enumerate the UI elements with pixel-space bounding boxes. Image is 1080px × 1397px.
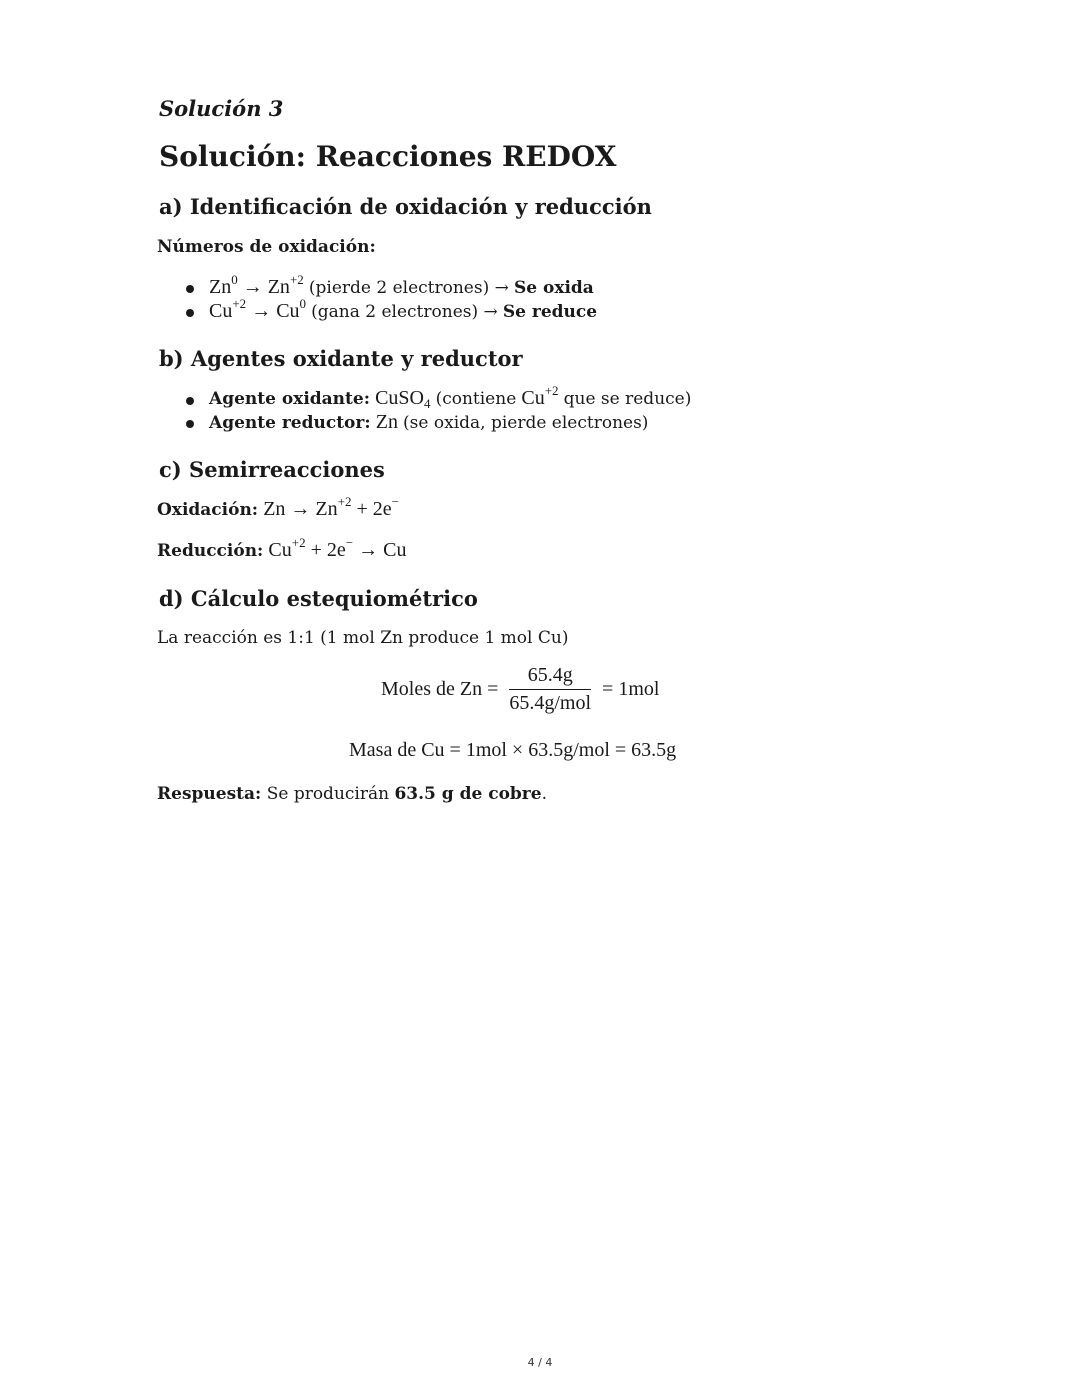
bullet-icon	[186, 309, 194, 317]
moles-equation: Moles de Zn = $\frac{65.4g}{\text{65.4g/mol}}$ = 1mol	[381, 664, 660, 714]
list-item-cu: $Cu^{+2} \to Cu^0$ (gana 2 electrones) → Se reduce	[209, 296, 598, 322]
fraction: $\frac{65.4g}{\text{65.4g/mol}}$	[509, 664, 592, 714]
section-d-heading: d) Cálculo estequiométrico	[159, 586, 478, 611]
page-title: Solución: Reacciones REDOX	[159, 140, 617, 173]
bullet-icon	[186, 397, 194, 405]
reduction-half-reaction: Reducción: $Cu^{+2} + 2e^- \to Cu$	[157, 535, 407, 561]
list-item-zn: $Zn^0 \to Zn^{+2}$ (pierde 2 electrones) → Se oxida	[209, 272, 594, 298]
oxidation-half-reaction: Oxidación: $Zn \to Zn^{+2} + 2e^-$	[157, 494, 399, 520]
mass-equation: Masa de Cu = 1mol × 63.5g/mol = 63.5g	[349, 739, 677, 761]
oxidation-numbers-label: Números de oxidación:	[157, 237, 376, 257]
ratio-text: La reacción es 1:1 (1 mol Zn produce 1 mol Cu)	[157, 628, 569, 648]
bullet-icon	[186, 285, 194, 293]
page-number: 4 / 4	[527, 1356, 553, 1369]
list-item-oxidant: Agente oxidante: CuSO$_4$ (contiene $Cu^{+2}$ que se reduce)	[209, 383, 692, 411]
bullet-icon	[186, 420, 194, 428]
section-c-heading: c) Semirreacciones	[159, 457, 385, 482]
list-item-reductor: Agente reductor: Zn (se oxida, pierde electrones)	[209, 411, 649, 433]
solution-label: Solución 3	[159, 96, 284, 121]
section-b-heading: b) Agentes oxidante y reductor	[159, 346, 523, 371]
section-a-heading: a) Identificación de oxidación y reducción	[159, 194, 652, 219]
answer-line: Respuesta: Se producirán 63.5 g de cobre.	[157, 784, 547, 804]
